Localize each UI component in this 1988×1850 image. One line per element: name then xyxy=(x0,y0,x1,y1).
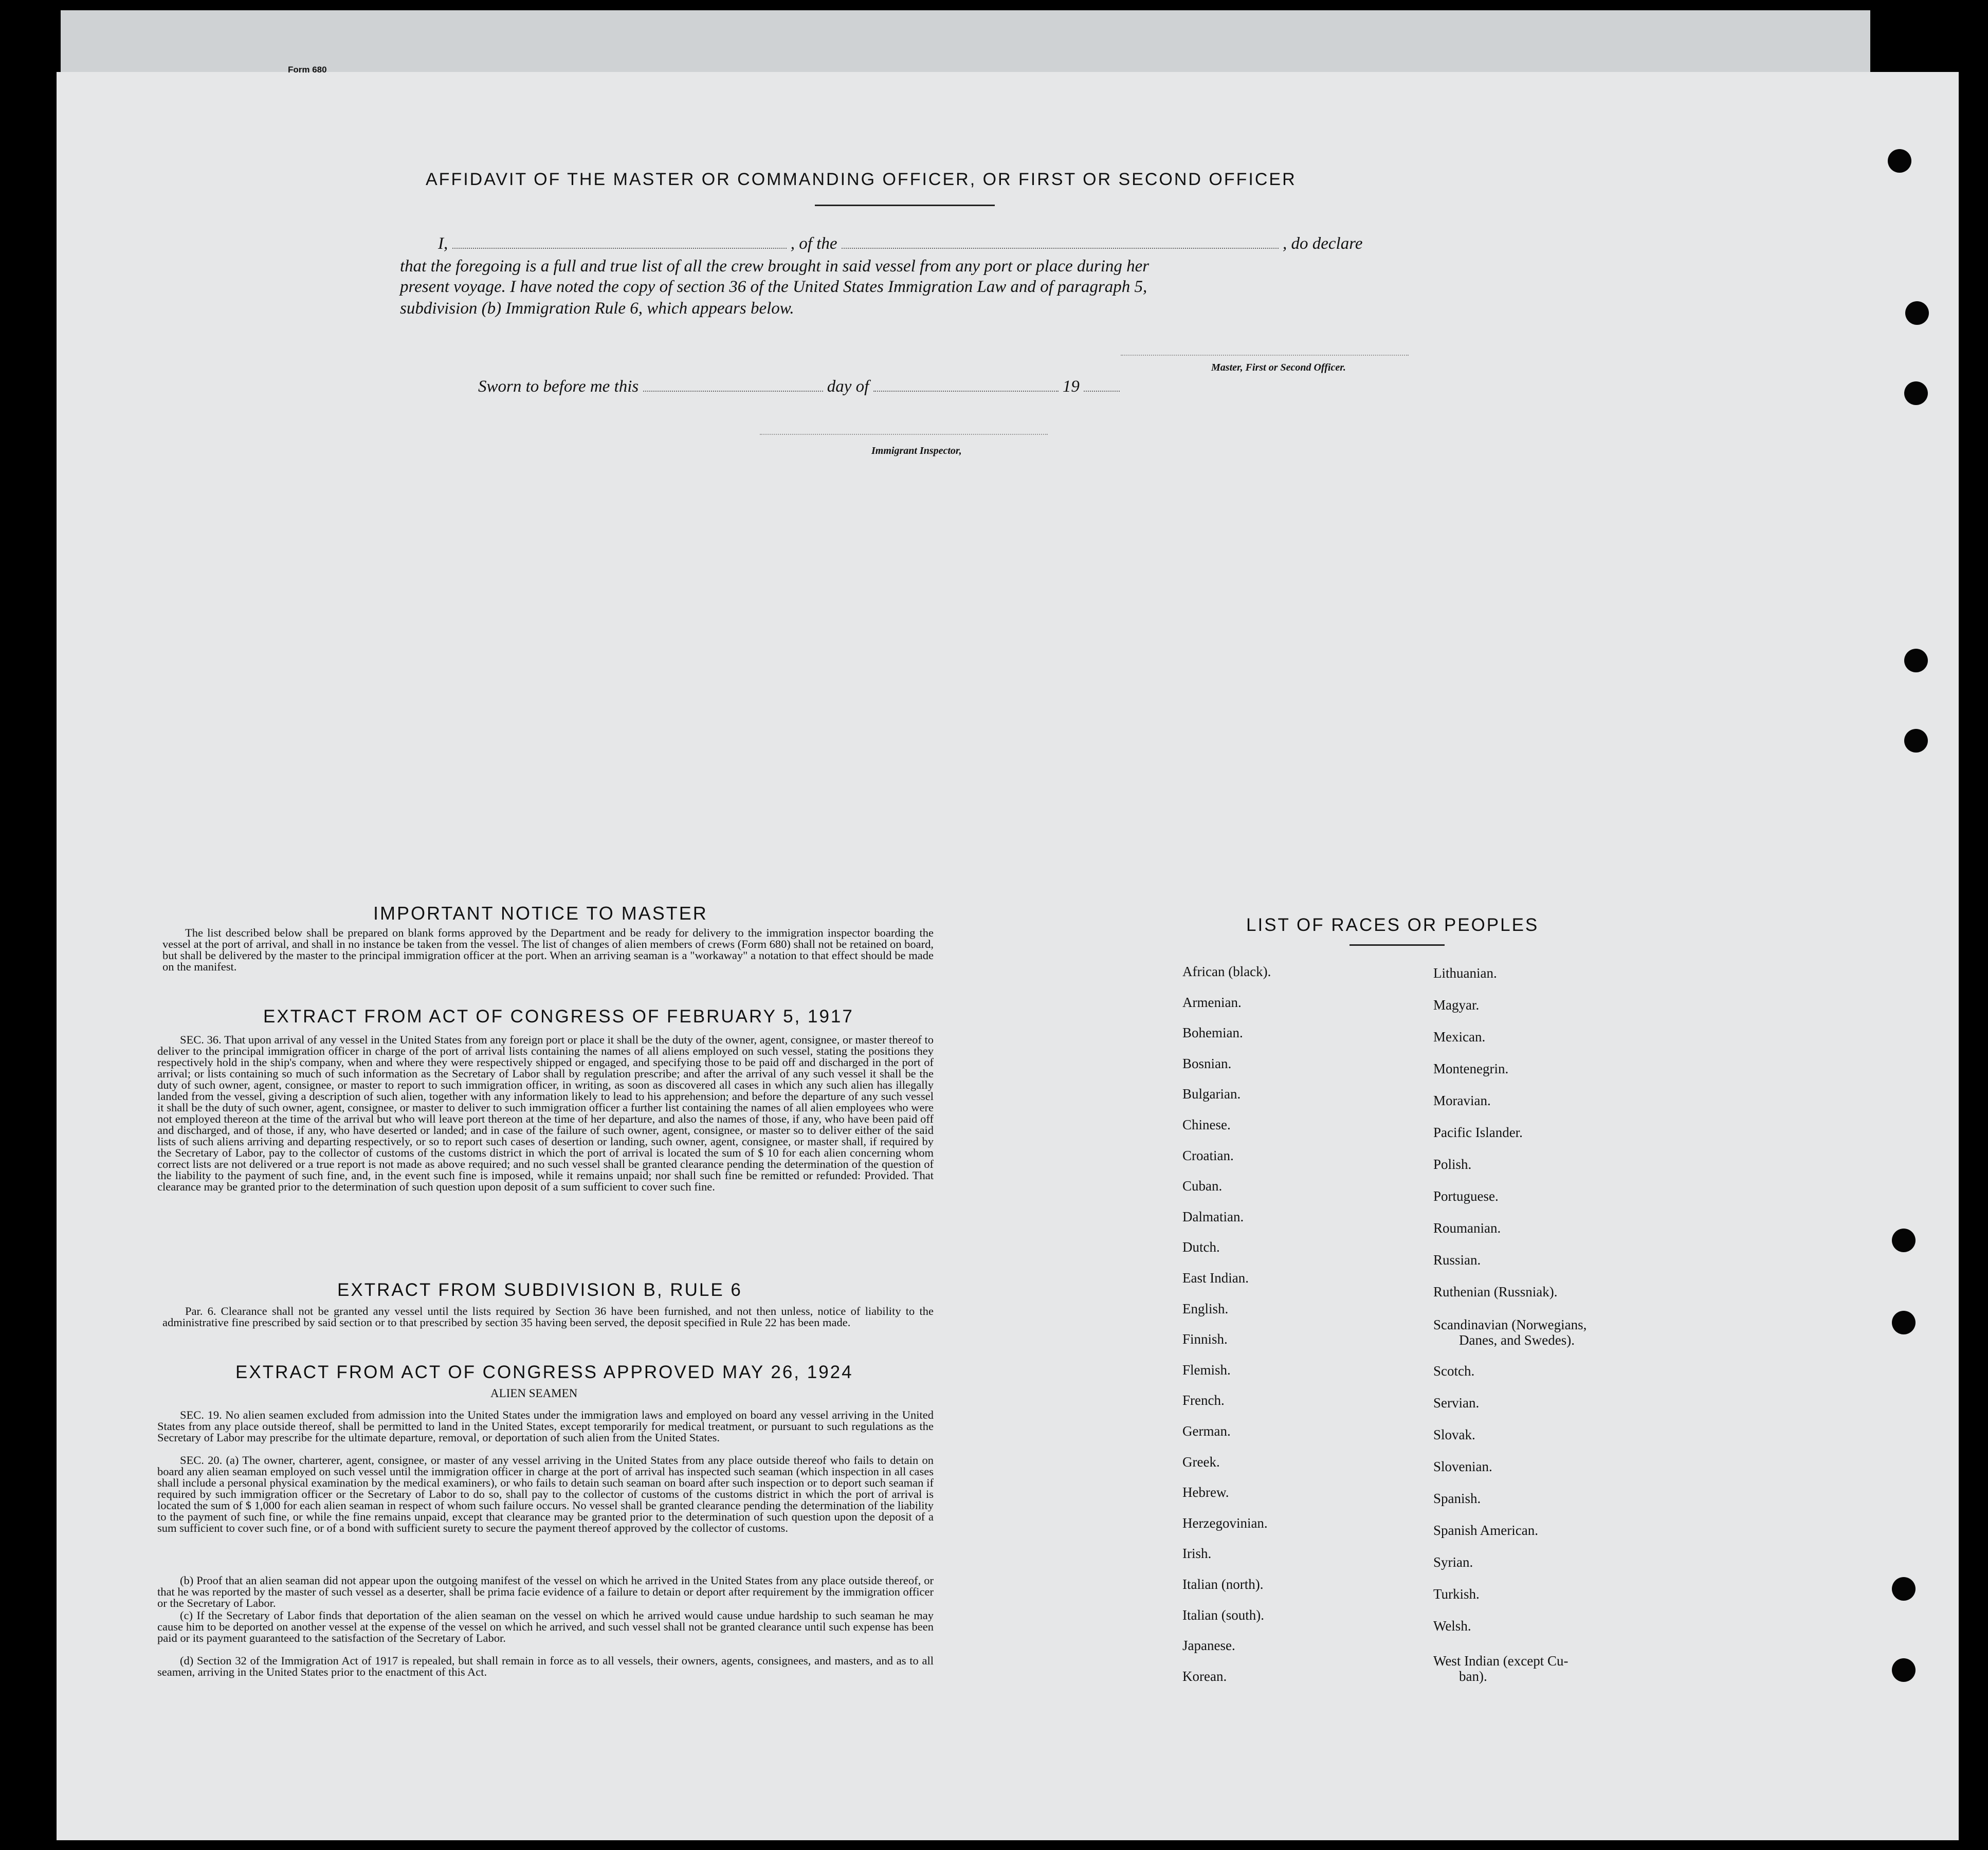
extract-1924-title: EXTRACT FROM ACT OF CONGRESS APPROVED MAY 26, 1924 xyxy=(235,1362,853,1382)
binder-hole xyxy=(1904,729,1928,753)
race-item: Hebrew. xyxy=(1182,1485,1229,1500)
extract-1924-subtitle: ALIEN SEAMEN xyxy=(490,1387,578,1400)
race-item: Roumanian. xyxy=(1433,1220,1501,1236)
races-title: LIST OF RACES OR PEOPLES xyxy=(1246,915,1539,935)
race-item: German. xyxy=(1182,1423,1231,1439)
race-item: ban). xyxy=(1459,1669,1487,1684)
race-item: Cuban. xyxy=(1182,1178,1223,1194)
sworn-text: Sworn to before me this xyxy=(478,377,639,396)
race-item: Scandinavian (Norwegians, xyxy=(1433,1317,1587,1332)
affidavit-line-1 xyxy=(438,234,1405,253)
race-item: Bulgarian. xyxy=(1182,1086,1241,1102)
race-item: Scotch. xyxy=(1433,1363,1475,1379)
race-item: Mexican. xyxy=(1433,1029,1486,1045)
race-item: Korean. xyxy=(1182,1668,1227,1684)
binder-hole xyxy=(1892,1658,1916,1682)
race-item: Slovak. xyxy=(1433,1427,1475,1442)
sworn-line xyxy=(478,377,1120,396)
race-item: Croatian. xyxy=(1182,1147,1234,1163)
race-item: Armenian. xyxy=(1182,994,1242,1010)
affidavit-i: I, xyxy=(438,234,448,253)
race-item: Welsh. xyxy=(1433,1618,1471,1634)
race-item: Greek. xyxy=(1182,1454,1220,1470)
race-item: Portuguese. xyxy=(1433,1188,1499,1204)
sec20c-text: (c) If the Secretary of Labor finds that deportation of the alien seaman on the vessel on which he arrived would cause undue hardship to such seaman he may cause him to be deported on another vessel at the expense of the vessel on which he arrived, and such vessel shall not be granted clearance until such expense has been paid or its payment guaranteed to the satisfaction of the Secretary of Labor. xyxy=(157,1609,934,1644)
race-item: Italian (south). xyxy=(1182,1607,1264,1623)
month-field[interactable] xyxy=(873,391,1059,392)
binder-hole xyxy=(1904,649,1928,672)
sec20b-text: (b) Proof that an alien seaman did not appear upon the outgoing manifest of the vessel on which he arrived in the United States from any place outside thereof, or that he was reported by the master of such vessel as a deserter, shall be prima facie evidence of a failure to detain or deport after requirement by the immigration officer or the Secretary of Labor. xyxy=(157,1574,934,1609)
extract-rule6-text: Par. 6. Clearance shall not be granted any vessel until the lists required by Section 36 have been furnished, and not then unless, notice of liability to the administrative fine prescribed by said section or to that prescribed by section 35 having been served, the deposit specified in Rule 22 has been made. xyxy=(162,1305,934,1329)
affidavit-line-3: present voyage. I have noted the copy of section 36 of the United States Immigration Law and of paragraph 5, xyxy=(400,278,1147,296)
race-item: Spanish American. xyxy=(1433,1523,1538,1538)
notice-title: IMPORTANT NOTICE TO MASTER xyxy=(373,903,708,924)
name-field[interactable] xyxy=(452,248,787,249)
vessel-field[interactable] xyxy=(842,248,1279,249)
sec19-text: SEC. 19. No alien seamen excluded from admission into the United States under the immigration laws and employed on board any vessel arriving in the United States from any place outside thereof, shall be permitted to land in the United States, except temporarily for medical treatment, or pursuant to such regulations as the Secretary of Labor may prescribe for the ultimate departure, removal, or deportation of such alien from the United States. xyxy=(157,1408,934,1444)
signature-label: Master, First or Second Officer. xyxy=(1211,362,1346,373)
race-item: East Indian. xyxy=(1182,1270,1249,1286)
race-item: West Indian (except Cu- xyxy=(1433,1653,1568,1669)
title-rule xyxy=(815,205,995,206)
race-item: Slovenian. xyxy=(1433,1459,1492,1474)
race-item: Montenegrin. xyxy=(1433,1061,1509,1076)
notice-text: The list described below shall be prepared on blank forms approved by the Department and be ready for delivery to the immigration inspector boarding the vessel at the port of arrival, and shall in no instance be taken from the vessel. The list of changes of alien members of crews (Form 680) shall not be retained on board, but shall be delivered by the master to the principal immigration officer at the port. When an arriving seaman is a "workaway" a notation to that effect should be made on the manifest. xyxy=(162,926,934,973)
race-item: Polish. xyxy=(1433,1157,1472,1172)
affidavit-of-the: , of the xyxy=(790,234,837,253)
race-item: Syrian. xyxy=(1433,1554,1473,1570)
binder-hole xyxy=(1892,1311,1916,1334)
race-item: Russian. xyxy=(1433,1252,1481,1268)
day-of-text: day of xyxy=(827,377,869,396)
race-item: Servian. xyxy=(1433,1395,1480,1411)
affidavit-line-2: that the foregoing is a full and true list of all the crew brought in said vessel from any port or place during her xyxy=(400,257,1150,276)
binder-hole xyxy=(1892,1229,1916,1252)
race-item: Dutch. xyxy=(1182,1239,1220,1255)
race-item: Lithuanian. xyxy=(1433,965,1497,981)
binder-hole xyxy=(1888,149,1911,173)
binder-hole xyxy=(1904,381,1928,405)
race-item: Ruthenian (Russniak). xyxy=(1433,1284,1558,1299)
race-item: Flemish. xyxy=(1182,1362,1231,1378)
race-item: Magyar. xyxy=(1433,997,1480,1013)
race-item: Bohemian. xyxy=(1182,1025,1243,1041)
races-title-rule xyxy=(1349,944,1445,946)
extract-1917-title: EXTRACT FROM ACT OF CONGRESS OF FEBRUARY 5, 1917 xyxy=(263,1006,854,1027)
race-item: French. xyxy=(1182,1393,1225,1408)
extract-1917-text: SEC. 36. That upon arrival of any vessel in the United States from any foreign port or place it shall be the duty of the owner, agent, consignee, or master thereof to deliver to the principal immigration officer in charge of the port of arrival lists containing the names of all aliens employed on such vessel, stating the positions they respectively hold in the ship's company, when and where they were respectively shipped or engaged, and specifying those to be paid off and discharged in the port of arrival; or lists containing so much of such information as the Secretary of Labor shall by regulation prescribe; and after the arrival of any such vessel it shall be the duty of such owner, agent, consignee, or master to report to such immigration officer, in writing, as soon as discovered all cases in which any such alien has illegally landed from the vessel, giving a description of such alien, together with any information likely to lead to his apprehension; and before the departure of any such vessel it shall be the duty of such owner, agent, consignee, or master to deliver to such immigration officer a further list containing the names of all alien employees who were not employed thereon at the time of the arrival but who will leave port thereon at the time of her departure, and also the names of those, if any, who have been paid off and discharged, and of those, if any, who have deserted or landed; and in case of the failure of such owner, agent, consignee, or master so to deliver either of the said lists of such aliens arriving and departing respectively, or so to report such cases of desertion or landing, such owner, agent, consignee, or master shall, if required by the Secretary of Labor, pay to the collector of customs of the customs district in which the port of arrival is located the sum of $ 10 for each alien concerning whom correct lists are not delivered or a true report is not made as above required; and no such vessel shall be granted clearance pending the determination of the question of the liability to the payment of such fine, and, in the event such fine is imposed, while it remains unpaid; nor shall such fine be remitted or refunded: Provided. That clearance may be granted prior to the determination of such question upon deposit of a sum sufficient to cover such fine. xyxy=(157,1033,934,1193)
race-item: Chinese. xyxy=(1182,1117,1231,1132)
race-item: Spanish. xyxy=(1433,1491,1481,1506)
extract-rule6-title: EXTRACT FROM SUBDIVISION B, RULE 6 xyxy=(337,1280,742,1300)
race-item: Bosnian. xyxy=(1182,1055,1232,1071)
year-prefix: 19 xyxy=(1062,377,1080,396)
binder-hole xyxy=(1905,301,1929,325)
race-item: Dalmatian. xyxy=(1182,1208,1244,1224)
year-field[interactable] xyxy=(1084,391,1120,392)
race-item: English. xyxy=(1182,1301,1229,1316)
race-item: Japanese. xyxy=(1182,1638,1235,1654)
affidavit-title: AFFIDAVIT OF THE MASTER OR COMMANDING OFFICER, OR FIRST OR SECOND OFFICER xyxy=(426,170,1297,189)
day-field[interactable] xyxy=(643,391,823,392)
race-item: Irish. xyxy=(1182,1546,1212,1562)
race-item: Herzegovinian. xyxy=(1182,1515,1268,1531)
affidavit-line-4: subdivision (b) Immigration Rule 6, which appears below. xyxy=(400,299,794,318)
race-item: Danes, and Swedes). xyxy=(1459,1332,1575,1348)
inspector-label: Immigrant Inspector, xyxy=(871,445,962,456)
race-item: Pacific Islander. xyxy=(1433,1125,1523,1140)
binder-hole xyxy=(1892,1577,1916,1601)
inspector-signature-field[interactable] xyxy=(760,434,1048,435)
race-item: Turkish. xyxy=(1433,1586,1480,1602)
sec20d-text: (d) Section 32 of the Immigration Act of 1917 is repealed, but shall remain in force as to all vessels, their owners, agents, consignees, and masters, and as to all seamen, arriving in the United States prior to the enactment of this Act. xyxy=(157,1654,934,1678)
affidavit-declare: , do declare xyxy=(1282,234,1363,253)
race-item: Moravian. xyxy=(1433,1093,1491,1108)
sec20a-text: SEC. 20. (a) The owner, charterer, agent, consignee, or master of any vessel arriving in the United States from any place outside thereof who fails to detain on board any alien seaman employed on such vessel until the immigration officer in charge at the port of arrival has inspected such seaman (which inspection in all cases shall include a personal physical examination by the medical examiners), or who fails to detain such seaman on board after such inspection or to deport such seaman if required by such immigration officer or the Secretary of Labor to do so, shall pay to the collector of customs of the customs district in which the port of arrival is located the sum of $ 1,000 for each alien seaman in respect of whom such failure occurs. No vessel shall be granted clearance pending the determination of the liability to the payment of such fine, or while the fine remains unpaid, except that clearance may be granted prior to the determination of such question upon the deposit of a sum sufficient to cover such fine, or of a bond with sufficient surety to secure the payment thereof approved by the collector of customs. xyxy=(157,1454,934,1534)
race-item: African (black). xyxy=(1182,964,1271,979)
form-number: Form 680 xyxy=(288,65,327,75)
signature-field[interactable] xyxy=(1121,355,1409,356)
race-item: Finnish. xyxy=(1182,1331,1228,1347)
race-item: Italian (north). xyxy=(1182,1577,1264,1592)
